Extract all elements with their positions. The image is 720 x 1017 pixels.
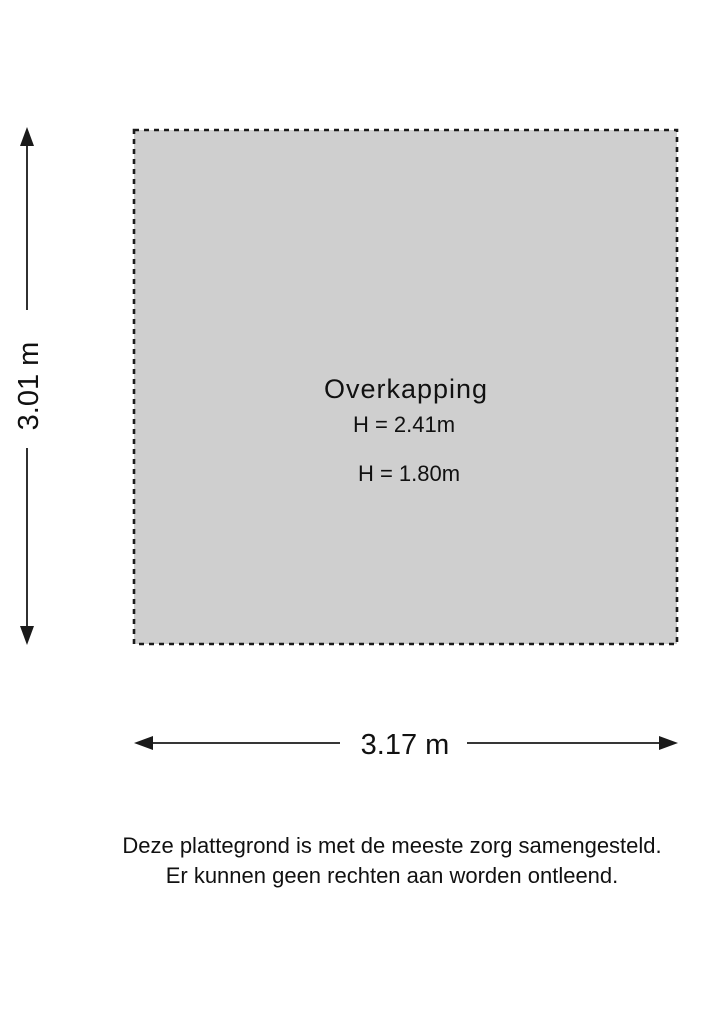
disclaimer-line-2: Er kunnen geen rechten aan worden ontleend. — [165, 863, 619, 888]
width-dimension-label: 3.17 m — [360, 729, 450, 761]
room-name: Overkapping — [323, 374, 489, 404]
height-dimension-label: 3.01 m — [13, 341, 45, 431]
room-height-1: H = 2.41m — [352, 412, 456, 437]
disclaimer — [122, 831, 661, 891]
room-height-2: H = 1.80m — [357, 461, 461, 486]
disclaimer-line-1: Deze plattegrond is met de meeste zorg samengesteld. — [122, 833, 662, 858]
